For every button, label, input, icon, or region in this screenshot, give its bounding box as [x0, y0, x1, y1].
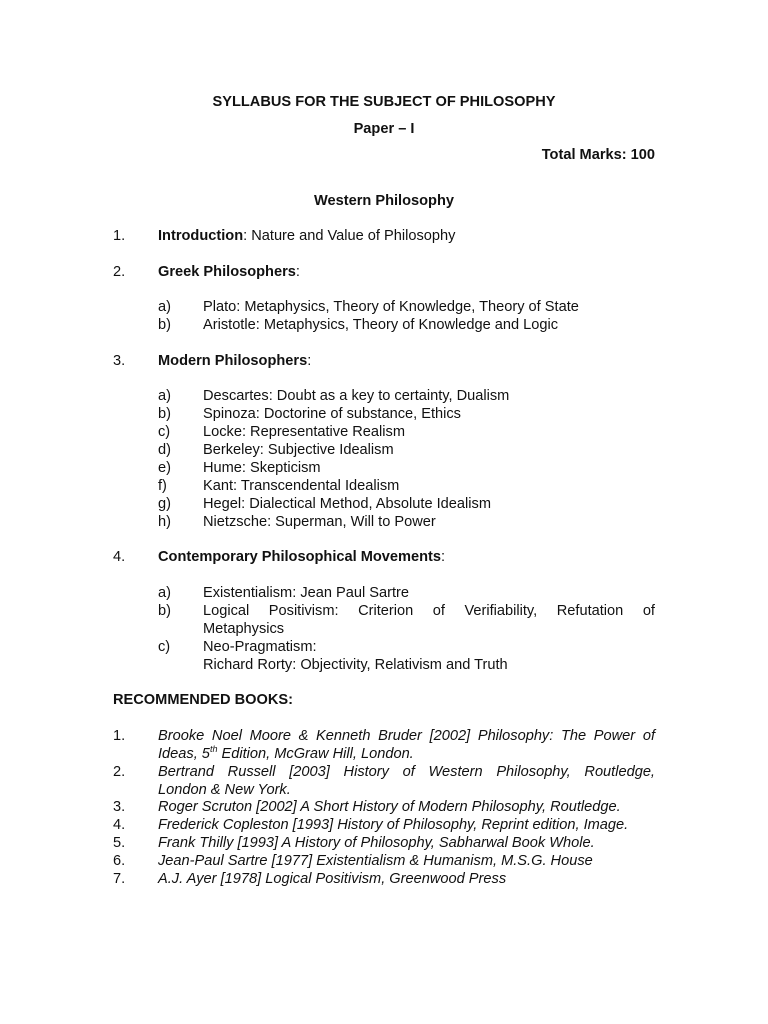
sub-item: Locke: Representative Realism — [203, 424, 405, 440]
document-title: SYLLABUS FOR THE SUBJECT OF PHILOSOPHY — [212, 94, 556, 110]
topic-desc: : Nature and Value of Philosophy — [243, 228, 456, 244]
sub-letter: a) — [158, 585, 171, 601]
section-heading: Western Philosophy — [313, 193, 455, 209]
sub-letter: g) — [158, 496, 171, 512]
sub-item-continued: Richard Rorty: Objectivity, Relativism and Truth — [203, 657, 508, 673]
book-number: 7. — [113, 871, 126, 887]
topic-heading — [158, 548, 445, 566]
book-number: 4. — [113, 817, 126, 833]
sub-item: Nietzsche: Superman, Will to Power — [203, 514, 436, 530]
topic-heading — [158, 352, 311, 370]
sub-item-continued: Metaphysics — [203, 621, 285, 637]
book-number: 1. — [113, 728, 126, 744]
sub-letter: d) — [158, 442, 171, 458]
sub-letter: h) — [158, 514, 171, 530]
topic-heading — [158, 227, 455, 245]
sub-letter: b) — [158, 317, 171, 333]
sub-item: Kant: Transcendental Idealism — [203, 478, 400, 494]
sub-item: Spinoza: Doctorine of substance, Ethics — [203, 406, 461, 422]
sub-letter: a) — [158, 299, 171, 315]
topic-title: Greek Philosophers — [158, 264, 296, 280]
sub-letter: f) — [158, 478, 167, 494]
book-entry: Jean-Paul Sartre [1977] Existentialism & Humanism, M.S.G. House — [158, 853, 593, 869]
sub-item: Berkeley: Subjective Idealism — [203, 442, 394, 458]
topic-title: Modern Philosophers — [158, 353, 308, 369]
book-entry-continued — [158, 745, 414, 763]
paper-label: Paper – I — [353, 121, 415, 137]
topic-desc: : — [441, 549, 446, 565]
sub-letter: e) — [158, 460, 171, 476]
topic-number: 3. — [113, 353, 126, 369]
book-entry: Brooke Noel Moore & Kenneth Bruder [2002] Philosophy: The Power of — [158, 728, 655, 744]
book-entry: A.J. Ayer [1978] Logical Positivism, Greenwood Press — [158, 871, 507, 887]
book-text: Edition, McGraw Hill, London. — [217, 746, 414, 762]
book-number: 3. — [113, 799, 126, 815]
topic-desc: : — [307, 353, 312, 369]
topic-number: 1. — [113, 228, 126, 244]
book-number: 2. — [113, 764, 126, 780]
book-entry: Frank Thilly [1993] A History of Philosophy, Sabharwal Book Whole. — [158, 835, 595, 851]
sub-item: Plato: Metaphysics, Theory of Knowledge, Theory of State — [203, 299, 579, 315]
book-entry: Roger Scruton [2002] A Short History of Modern Philosophy, Routledge. — [158, 799, 621, 815]
total-marks: Total Marks: 100 — [541, 147, 655, 163]
sub-letter: c) — [158, 424, 171, 440]
books-heading: RECOMMENDED BOOKS: — [113, 692, 293, 708]
sub-item: Hegel: Dialectical Method, Absolute Idealism — [203, 496, 491, 512]
book-superscript: th — [209, 744, 218, 755]
sub-letter: c) — [158, 639, 171, 655]
sub-item: Existentialism: Jean Paul Sartre — [203, 585, 410, 601]
topic-title: Introduction — [158, 228, 244, 244]
topic-heading — [158, 263, 300, 281]
sub-item: Logical Positivism: Criterion of Verifiability, Refutation of — [203, 603, 655, 619]
topic-title: Contemporary Philosophical Movements — [158, 549, 442, 565]
sub-letter: b) — [158, 603, 171, 619]
book-entry: Frederick Copleston [1993] History of Philosophy, Reprint edition, Image. — [158, 817, 629, 833]
topic-number: 2. — [113, 264, 126, 280]
sub-letter: a) — [158, 388, 171, 404]
book-entry-continued: London & New York. — [158, 782, 291, 798]
book-entry: Bertrand Russell [2003] History of Western Philosophy, Routledge, — [158, 764, 655, 780]
book-text: Ideas, 5 — [158, 746, 210, 762]
book-number: 5. — [113, 835, 126, 851]
sub-item: Neo-Pragmatism: — [203, 639, 317, 655]
sub-item: Hume: Skepticism — [203, 460, 321, 476]
topic-number: 4. — [113, 549, 126, 565]
sub-item: Descartes: Doubt as a key to certainty, Dualism — [203, 388, 510, 404]
topic-desc: : — [295, 264, 300, 280]
sub-letter: b) — [158, 406, 171, 422]
sub-item: Aristotle: Metaphysics, Theory of Knowledge and Logic — [203, 317, 559, 333]
book-number: 6. — [113, 853, 126, 869]
